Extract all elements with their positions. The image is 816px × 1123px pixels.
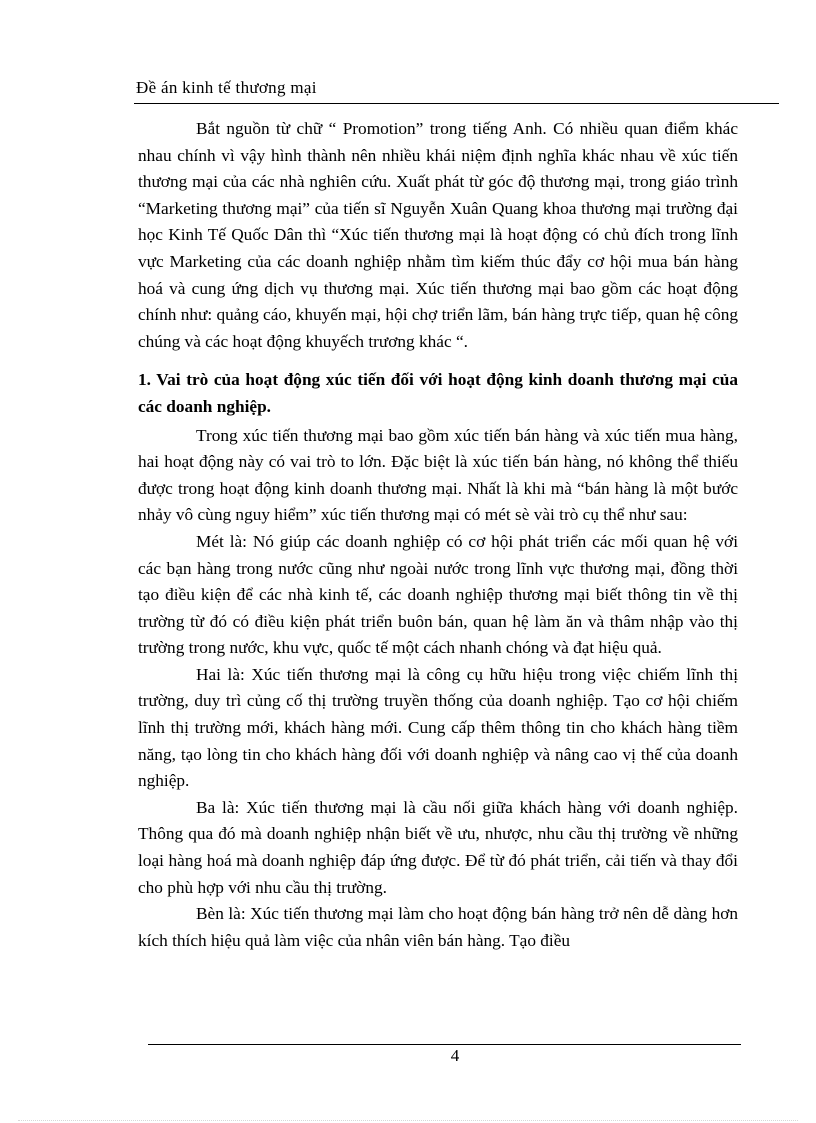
body-paragraph: Mét là: Nó giúp các doanh nghiệp có cơ hội phát triển các mối quan hệ với các bạn hàng trong nước cũng như ngoài nước trong lĩnh vực thương mại, đồng thời tạo điều kiện để các nhà kinh tế, các doanh nghiệp thương mại biết thông tin về thị trường từ đó có điều kiện phát triển buôn bán, quan hệ làm ăn và thâm nhập vào thị trường trong nước, khu vực, quốc tế một cách nhanh chóng và đạt hiệu quả. <box>138 531 738 658</box>
page-number: 4 <box>450 1046 460 1065</box>
intro-paragraph: Bắt nguồn từ chữ “ Promotion” trong tiếng Anh. Có nhiều quan điểm khác nhau chính vì vậy hình thành nên nhiều khái niệm định nghĩa khác nhau về xúc tiến thương mại của các nhà nghiên cứu. Xuất phát từ góc độ thương mại, trong giáo trình “Marketing thương mại” của tiến sĩ Nguyễn Xuân Quang khoa thương mại trường đại học Kinh Tế Quốc Dân thì “Xúc tiến thương mại là hoạt động có chủ đích trong lĩnh vực Marketing của các doanh nghiệp nhằm tìm kiếm thúc đẩy cơ hội mua bán hàng hoá và cung ứng dịch vụ thương mại. Xúc tiến thương mại bao gồm các hoạt động chính như: quảng cáo, khuyến mại, hội chợ triển lãm, bán hàng trực tiếp, quan hệ công chúng và các hoạt động khuyếch trương khác “. <box>138 119 738 351</box>
body-paragraph: Hai là: Xúc tiến thương mại là công cụ hữu hiệu trong việc chiếm lĩnh thị trường, duy trì củng cố thị trường truyền thống của doanh nghiệp. Tạo cơ hội chiếm lĩnh thị trường mới, khách hàng mới. Cung cấp thêm thông tin cho khách hàng tiềm năng, tạo lòng tin cho khách hàng đối với doanh nghiệp và nâng cao vị thế của doanh nghiệp. <box>138 664 738 791</box>
footer-rule <box>148 1044 741 1045</box>
header-rule <box>134 103 779 104</box>
body-paragraph: Bèn là: Xúc tiến thương mại làm cho hoạt động bán hàng trở nên dễ dàng hơn kích thích hiệu quả làm việc của nhân viên bán hàng. Tạo điều <box>138 904 738 950</box>
document-body <box>138 116 738 954</box>
running-header: Đề án kinh tế thương mại <box>136 78 317 97</box>
body-paragraph: Ba là: Xúc tiến thương mại là cầu nối giữa khách hàng với doanh nghiệp. Thông qua đó mà doanh nghiệp nhận biết về ưu, nhược, nhu cầu thị trường về những loại hàng hoá mà doanh nghiệp đáp ứng được. Để từ đó phát triển, cải tiến và thay đổi cho phù hợp với nhu cầu thị trường. <box>138 797 738 897</box>
page-edge-divider <box>18 1120 798 1121</box>
body-paragraph: Trong xúc tiến thương mại bao gồm xúc tiến bán hàng và xúc tiến mua hàng, hai hoạt động này có vai trò to lớn. Đặc biệt là xúc tiến bán hàng, nó không thể thiếu được trong hoạt động kinh doanh thương mại. Nhất là khi mà “bán hàng là một bước nhảy vô cùng nguy hiểm” xúc tiến thương mại có mét sè vài trò cụ thể như sau: <box>138 425 738 525</box>
section-heading: 1. Vai trò của hoạt động xúc tiến đối với hoạt động kinh doanh thương mại của các doanh nghiệp. <box>138 370 738 416</box>
